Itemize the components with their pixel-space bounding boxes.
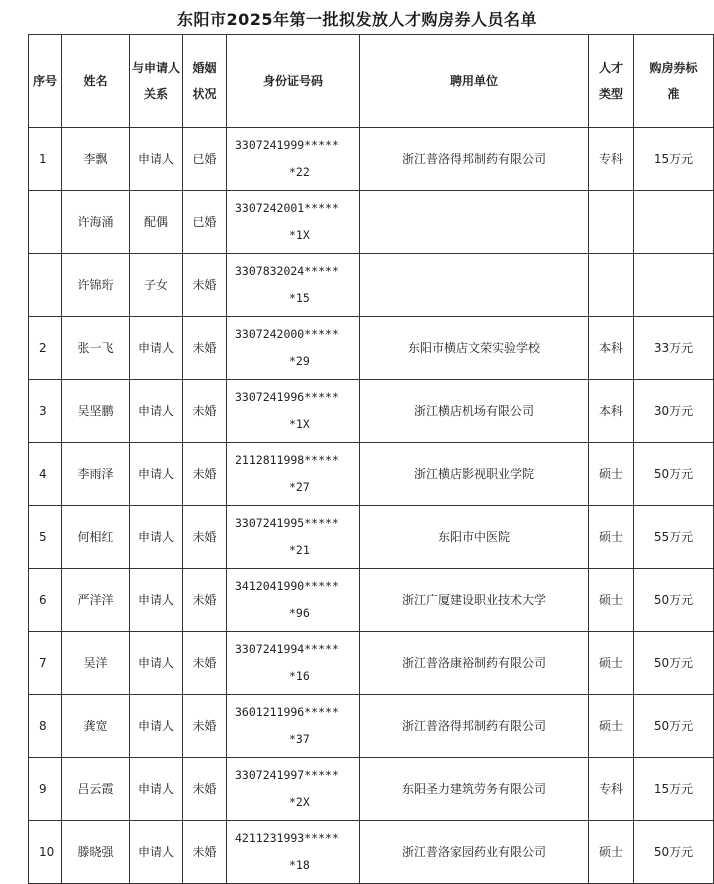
row-id: 3307241994***** *16 — [227, 632, 360, 695]
row-name: 何相红 — [62, 506, 130, 569]
row-marital: 未婚 — [183, 380, 227, 443]
row-id: 3307241997***** *2X — [227, 758, 360, 821]
row-employer: 浙江普洛得邦制药有限公司 — [360, 695, 589, 758]
row-relation: 申请人 — [130, 695, 183, 758]
row-marital: 未婚 — [183, 254, 227, 317]
talent-list-table — [28, 34, 714, 884]
row-relation: 申请人 — [130, 569, 183, 632]
row-employer: 浙江普洛康裕制药有限公司 — [360, 632, 589, 695]
row-type: 本科 — [589, 380, 634, 443]
row-index: 5 — [29, 506, 62, 569]
header-index: 序号 — [29, 35, 62, 128]
row-amount: 50万元 — [634, 821, 714, 884]
row-name: 滕晓强 — [62, 821, 130, 884]
row-relation: 申请人 — [130, 443, 183, 506]
header-employer: 聘用单位 — [360, 35, 589, 128]
row-name: 吕云霞 — [62, 758, 130, 821]
row-name: 张一飞 — [62, 317, 130, 380]
table-row — [29, 632, 714, 695]
row-type: 硕士 — [589, 443, 634, 506]
row-index: 8 — [29, 695, 62, 758]
row-index: 7 — [29, 632, 62, 695]
row-amount: 15万元 — [634, 128, 714, 191]
row-relation: 申请人 — [130, 632, 183, 695]
table-row — [29, 506, 714, 569]
header-relation: 与申请人关系 — [130, 35, 183, 128]
row-index: 6 — [29, 569, 62, 632]
row-name: 李飘 — [62, 128, 130, 191]
row-employer: 浙江横店机场有限公司 — [360, 380, 589, 443]
row-relation: 配偶 — [130, 191, 183, 254]
row-name: 龚宽 — [62, 695, 130, 758]
row-name: 李雨泽 — [62, 443, 130, 506]
row-id: 4211231993***** *18 — [227, 821, 360, 884]
row-index: 1 — [29, 128, 62, 191]
row-id: 2112811998***** *27 — [227, 443, 360, 506]
row-relation: 申请人 — [130, 758, 183, 821]
row-name: 吴洋 — [62, 632, 130, 695]
row-index: 9 — [29, 758, 62, 821]
row-id: 3601211996***** *37 — [227, 695, 360, 758]
row-name: 吴坚鹏 — [62, 380, 130, 443]
row-employer: 浙江普洛得邦制药有限公司 — [360, 128, 589, 191]
table-row — [29, 569, 714, 632]
row-type: 专科 — [589, 128, 634, 191]
row-employer: 浙江广厦建设职业技术大学 — [360, 569, 589, 632]
header-name: 姓名 — [62, 35, 130, 128]
row-index: 3 — [29, 380, 62, 443]
row-amount — [634, 254, 714, 317]
row-marital: 未婚 — [183, 758, 227, 821]
row-id: 3307242000***** *29 — [227, 317, 360, 380]
row-employer — [360, 191, 589, 254]
row-id: 3307241995***** *21 — [227, 506, 360, 569]
row-name: 许海涌 — [62, 191, 130, 254]
table-row — [29, 695, 714, 758]
row-marital: 已婚 — [183, 191, 227, 254]
row-employer: 东阳市横店文荣实验学校 — [360, 317, 589, 380]
table-row — [29, 191, 714, 254]
row-marital: 未婚 — [183, 695, 227, 758]
row-amount: 30万元 — [634, 380, 714, 443]
row-employer: 东阳圣力建筑劳务有限公司 — [360, 758, 589, 821]
row-marital: 未婚 — [183, 506, 227, 569]
row-id: 3307241996***** *1X — [227, 380, 360, 443]
header-amount: 购房券标准 — [634, 35, 714, 128]
row-type: 硕士 — [589, 695, 634, 758]
row-type: 本科 — [589, 317, 634, 380]
row-amount: 50万元 — [634, 443, 714, 506]
table-row — [29, 821, 714, 884]
table-row — [29, 443, 714, 506]
row-marital: 未婚 — [183, 821, 227, 884]
row-amount: 50万元 — [634, 569, 714, 632]
row-id: 3307832024***** *15 — [227, 254, 360, 317]
row-marital: 未婚 — [183, 317, 227, 380]
table-row — [29, 758, 714, 821]
row-index: 2 — [29, 317, 62, 380]
row-amount: 55万元 — [634, 506, 714, 569]
row-relation: 子女 — [130, 254, 183, 317]
header-marital: 婚姻状况 — [183, 35, 227, 128]
row-employer: 浙江普洛家园药业有限公司 — [360, 821, 589, 884]
row-marital: 已婚 — [183, 128, 227, 191]
row-index — [29, 191, 62, 254]
table-row — [29, 380, 714, 443]
row-relation: 申请人 — [130, 380, 183, 443]
row-employer: 浙江横店影视职业学院 — [360, 443, 589, 506]
row-amount: 15万元 — [634, 758, 714, 821]
row-name: 许锦珩 — [62, 254, 130, 317]
row-id: 3307242001***** *1X — [227, 191, 360, 254]
row-type: 硕士 — [589, 632, 634, 695]
row-index — [29, 254, 62, 317]
row-type: 硕士 — [589, 506, 634, 569]
row-relation: 申请人 — [130, 128, 183, 191]
row-employer: 东阳市中医院 — [360, 506, 589, 569]
row-employer — [360, 254, 589, 317]
row-type: 硕士 — [589, 569, 634, 632]
row-index: 4 — [29, 443, 62, 506]
row-id: 3307241999***** *22 — [227, 128, 360, 191]
row-type — [589, 191, 634, 254]
row-id: 3412041990***** *96 — [227, 569, 360, 632]
row-relation: 申请人 — [130, 821, 183, 884]
row-amount — [634, 191, 714, 254]
header-row — [29, 35, 714, 128]
row-marital: 未婚 — [183, 443, 227, 506]
row-name: 严洋洋 — [62, 569, 130, 632]
header-id: 身份证号码 — [227, 35, 360, 128]
header-type: 人才类型 — [589, 35, 634, 128]
row-index: 10 — [29, 821, 62, 884]
row-amount: 50万元 — [634, 695, 714, 758]
row-amount: 33万元 — [634, 317, 714, 380]
row-amount: 50万元 — [634, 632, 714, 695]
document-title: 东阳市2025年第一批拟发放人才购房券人员名单 — [176, 10, 538, 29]
row-marital: 未婚 — [183, 569, 227, 632]
row-marital: 未婚 — [183, 632, 227, 695]
row-type — [589, 254, 634, 317]
row-relation: 申请人 — [130, 317, 183, 380]
table-row — [29, 128, 714, 191]
row-type: 硕士 — [589, 821, 634, 884]
table-row — [29, 317, 714, 380]
row-type: 专科 — [589, 758, 634, 821]
row-relation: 申请人 — [130, 506, 183, 569]
table-row — [29, 254, 714, 317]
